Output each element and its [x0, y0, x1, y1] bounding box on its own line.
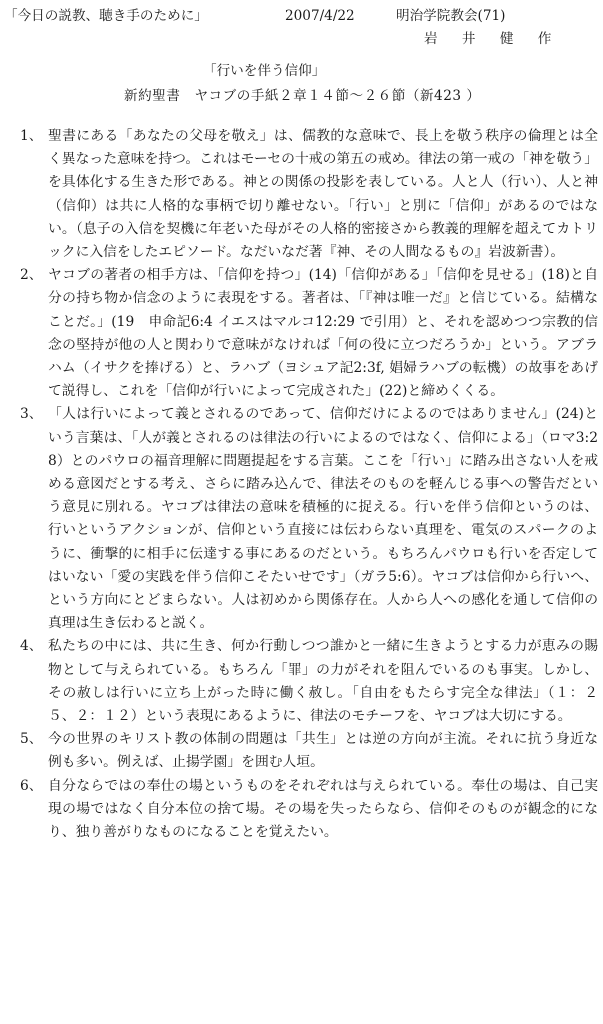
paragraph-number: 1、 — [20, 128, 43, 144]
paragraph-3 — [10, 403, 598, 635]
paragraph-number: 3、 — [20, 406, 43, 423]
sermon-title: 「行いを伴う信仰」 — [203, 63, 326, 79]
author-name: 岩 井 健 作 — [424, 31, 562, 47]
paragraph-number: 5、 — [20, 731, 43, 748]
sermon-body — [10, 125, 598, 844]
church-name: 明治学院教会(71) — [396, 8, 506, 24]
paragraph-text: 「人は行いによって義とされるのであって、信仰だけによるのではありません」(24)という言葉は、「人が義とされるのは律法の行いによるのではなく、信仰による」（ロマ3:28）とのパウロの福音理解に問題提起をする言葉。ここを「行い」に踏み出さない人を戒める意図だとする考え、さらに踏み込んで、律法そのものを軽んじる事への警告だという意見に別れる。ヤコブは律法の意味を積極的に捉える。行いを伴う信仰というのは、行いというアクションが、信仰という直接には伝わらない真理を、電気のスパークのように、衝撃的に相手に伝達する事にあるのだという。もちろんパウロも行いを否定してはいない「愛の実践を伴う信仰こそたいせです」（ガラ5:6）。ヤコブは信仰から行いへ、という方向にとどまらない。人は初めから関係存在。人から人への感化を通して信仰の真理は生き伝わると説く。 — [48, 406, 598, 632]
scripture-reference: 新約聖書 ヤコブの手紙２章１４節～２６節（新423 ） — [124, 88, 481, 104]
paragraph-6 — [10, 775, 598, 845]
paragraph-number: 2、 — [20, 267, 43, 284]
paragraph-text: 聖書にある「あなたの父母を敬え」は、儒教的な意味で、長上を敬う秩序の倫理とは全く異なった意味を持つ。これはモーセの十戒の第五の戒め。律法の第一戒の「神を敬う」を具体化する生きた形である。神との関係の投影を表している。人と人（行い）、人と神（信仰）は共に人格的な事柄で切り離せない。「行い」と別に「信仰」があるのではない。（息子の入信を契機に年老いた母がその人格的密接さから教義的理解を超えてカトリックに入信をしたエピソード。なだいなだ著『神、その人間なるもの』岩波新書）。 — [48, 128, 598, 261]
paragraph-number: 6、 — [20, 777, 43, 794]
sermon-date: 2007/4/22 — [285, 8, 355, 24]
paragraph-4 — [10, 635, 598, 728]
paragraph-5 — [10, 728, 598, 774]
paragraph-text: 私たちの中には、共に生き、何か行動しつつ誰かと一緒に生きようとする力が恵みの賜物として与えられている。もちろん「罪」の力がそれを阻んでいるのも事実。しかし、その赦しは行いに立ち上がった時に働く赦し。「自由をもたらす完全な律法」（１：２５、２：１２）という表現にあるように、律法のモチーフを、ヤコブは大切にする。 — [48, 638, 598, 725]
paragraph-2 — [10, 264, 598, 403]
paragraph-number: 4、 — [20, 638, 43, 655]
paragraph-text: 今の世界のキリスト教の体制の問題は「共生」とは逆の方向が主流。それに抗う身近な例も多い。例えば、止揚学園」を囲む人垣。 — [48, 731, 598, 771]
paragraph-text: ヤコブの著者の相手方は、「信仰を持つ」(14)「信仰がある」「信仰を見せる」(18)と自分の持ち物か信念のように表現をする。著者は、「『神は唯一だ』と信じている。結構なことだ。」(19 申命記6:4 イエスはマルコ12:29 で引用）と、それを認めつつ宗教的信念の堅持が他の人と関わりで意味がなければ「何の役に立つだろうか」という。アブラハム（イサクを捧げる）と、ラハブ（ヨシュア記2:3f, 娼婦ラハブの転機）の故事をあげて説得し、これを「信仰が行いによって完成された」(22)と締めくくる。 — [48, 267, 598, 400]
paragraph-text: 自分ならではの奉仕の場というものをそれぞれは与えられている。奉仕の場は、自己実現の場ではなく自分本位の捨て場。その場を失ったらなら、信仰そのものが観念的になり、独り善がりなものになることを覚えたい。 — [48, 777, 598, 841]
series-title: 「今日の説教、聴き手のために」 — [4, 8, 208, 24]
paragraph-1 — [10, 125, 598, 264]
